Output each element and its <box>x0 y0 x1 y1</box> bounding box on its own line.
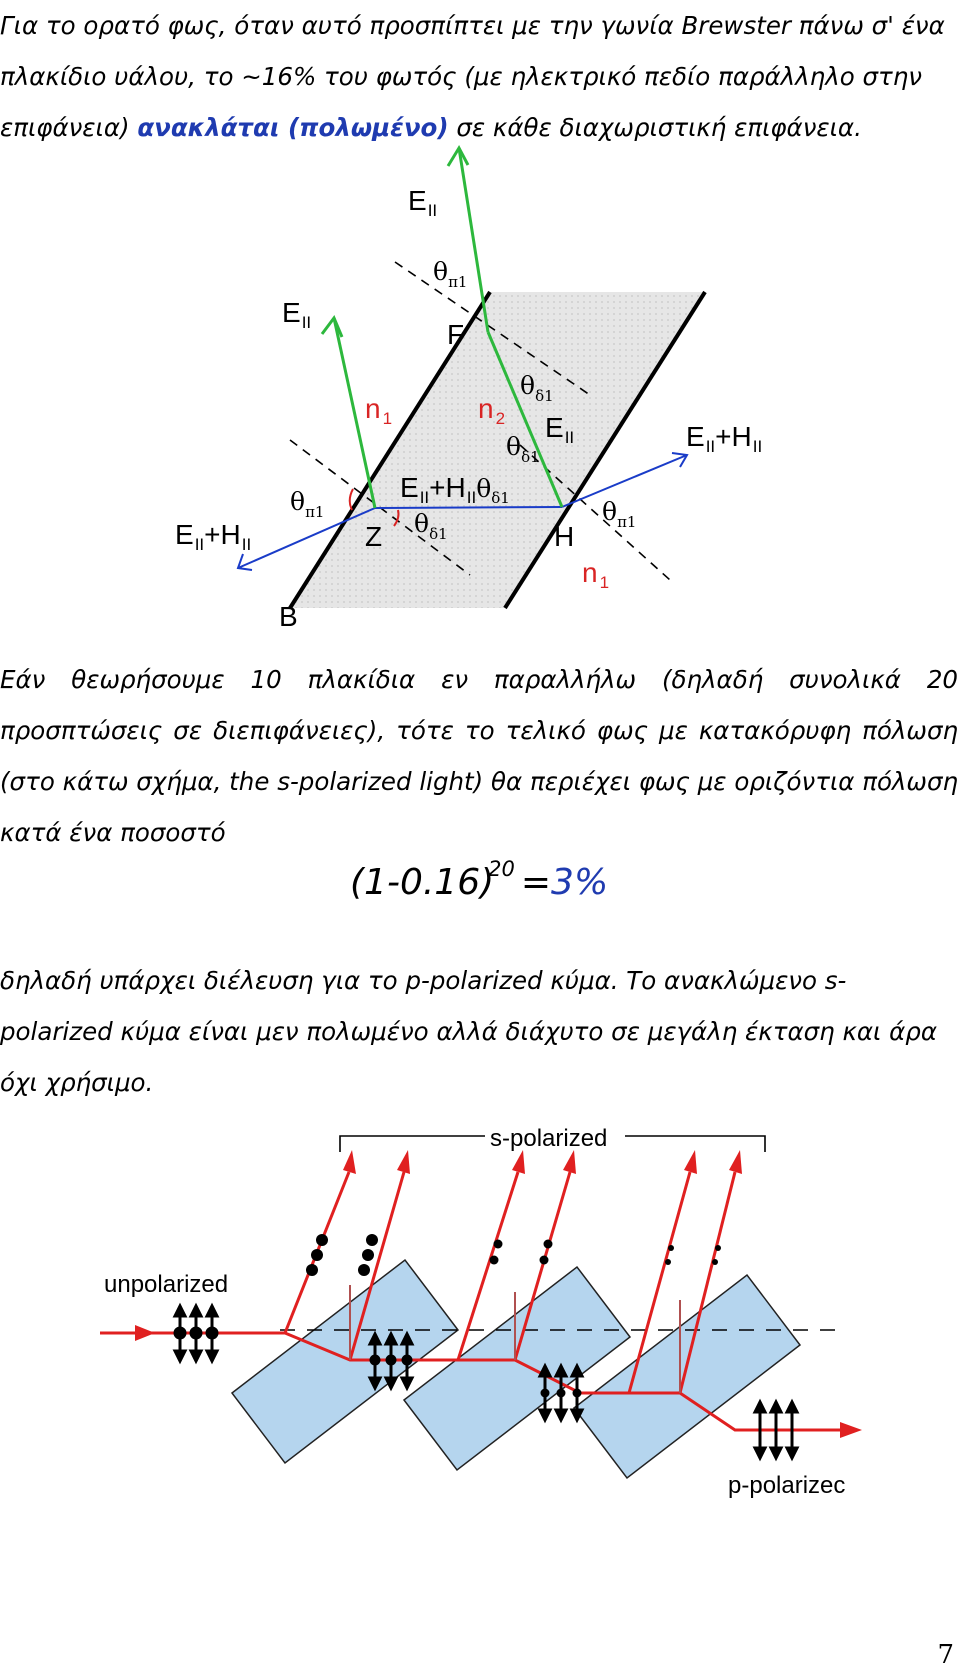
p-polarized-label: p-polarizec <box>728 1472 846 1499</box>
page-number: 7 <box>937 1640 954 1670</box>
svg-text:θδ1: θδ1 <box>506 432 540 466</box>
formula-result: 3% <box>551 862 609 903</box>
intro-text-end: σε κάθε διαχωριστική επιφάνεια. <box>448 113 862 142</box>
formula <box>350 857 609 903</box>
svg-text:EII: EII <box>545 412 575 447</box>
pile-of-plates-diagram <box>0 1100 960 1500</box>
intro-highlight: ανακλάται (πολωμένο) <box>137 113 449 142</box>
formula-base: (1-0.16) <box>350 862 495 903</box>
svg-text:EII+HIIθδ1: EII+HIIθδ1 <box>400 472 510 507</box>
svg-text:EII: EII <box>282 297 312 332</box>
svg-text:θπ1: θπ1 <box>602 497 637 531</box>
intro-text: Για το ορατό φως, όταν αυτό προσπίπτει με την γωνία Brewster πάνω σ' ένα πλακίδιο υάλου, το ~16% του φωτός (με ηλεκτρικό πεδίο παράλληλο στην επιφάνεια) <box>0 11 945 142</box>
formula-exponent: 20 <box>488 857 515 881</box>
paragraph-3: δηλαδή υπάρχει διέλευση για το p-polarized κύμα. Το ανακλώμενο s-polarized κύμα είναι μεν πολωμένο αλλά διάχυτο σε μεγάλη έκταση και άρα όχι χρήσιμο. <box>0 966 937 1097</box>
svg-text:n1: n 1 <box>582 557 610 592</box>
paragraph-2: Εάν θεωρήσουμε 10 πλακίδια εν παραλλήλω (δηλαδή συνολικά 20 προσπτώσεις σε διεπιφάνειες), τότε το τελικό φως με κατακόρυφη πόλωση (στο κάτω σχήμα, the s-polarized light) θα περιέχει φως με οριζόντια πόλωση κατά ένα ποσοστό <box>0 665 958 847</box>
point-f: F <box>447 319 465 350</box>
brewster-diagram <box>0 130 960 650</box>
point-z: Z <box>365 521 383 552</box>
svg-text:EII: EII <box>408 185 438 220</box>
glass-plate <box>290 292 705 608</box>
point-h: H <box>554 521 575 552</box>
svg-text:θδ1: θδ1 <box>520 371 554 405</box>
svg-text:θπ1: θπ1 <box>433 257 468 291</box>
polarization-dots <box>306 1234 721 1276</box>
svg-text:n2: n 2 <box>478 393 506 428</box>
svg-text:n1: n 1 <box>365 393 393 428</box>
unpolarized-label: unpolarized <box>104 1271 229 1298</box>
svg-text:θπ1: θπ1 <box>290 487 325 521</box>
svg-text:EII+HII: EII+HII <box>175 519 252 554</box>
point-b: B <box>279 601 298 632</box>
formula-equals: = <box>520 862 552 903</box>
e-label: E <box>408 185 427 216</box>
s-polarized-label: s-polarized <box>490 1125 608 1152</box>
svg-text:EII+HII: EII+HII <box>686 421 763 456</box>
svg-text:θδ1: θδ1 <box>414 509 448 543</box>
